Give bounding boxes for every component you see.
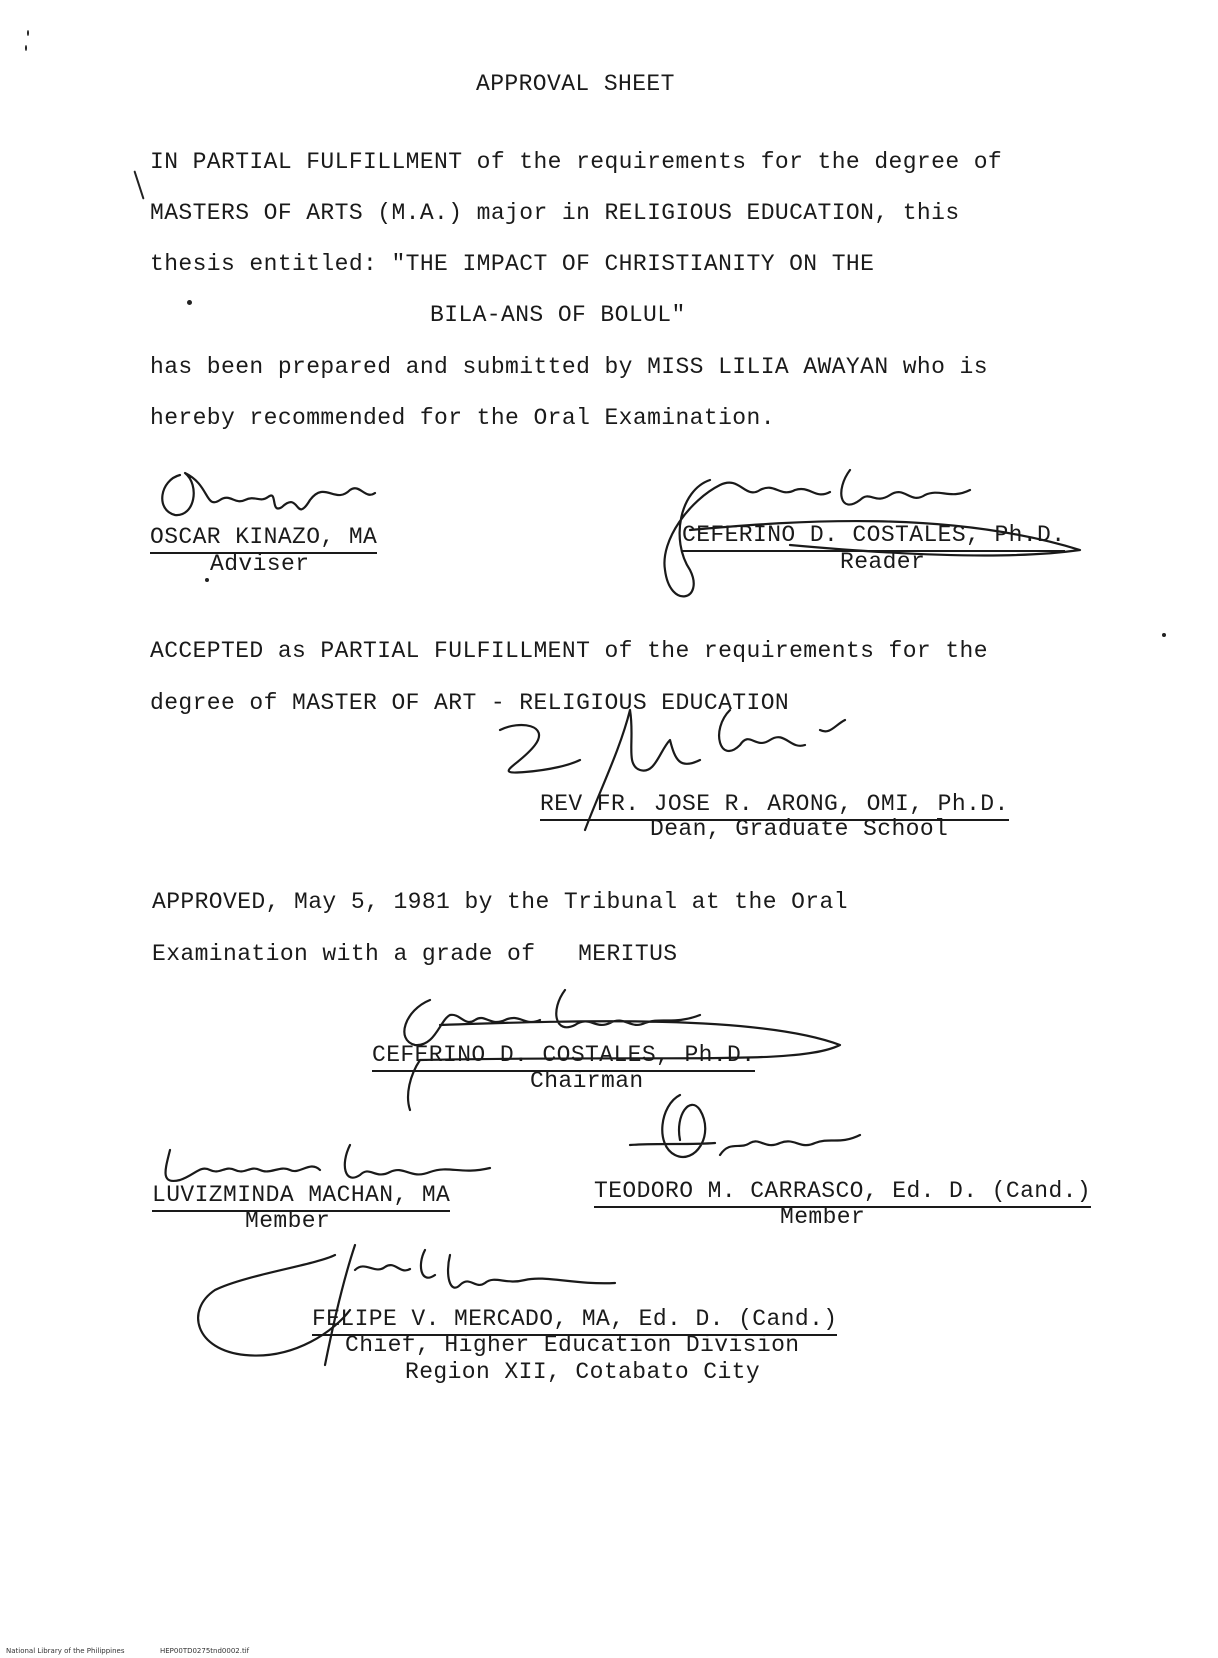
- scan-speck: [27, 30, 29, 36]
- reader-name: CEFERINO D. COSTALES, Ph.D.: [682, 521, 1065, 552]
- adviser-role: Adviser: [210, 551, 310, 577]
- intro-line-3: thesis entitled: "THE IMPACT OF CHRISTIANITY ON THE: [150, 251, 875, 277]
- approved-line-1: APPROVED, May 5, 1981 by the Tribunal at the Oral: [152, 889, 848, 915]
- member1-role: Member: [245, 1208, 331, 1234]
- footer-file: HEP00TD0275tnd0002.tif: [160, 1647, 250, 1655]
- intro-line-5: has been prepared and submitted by MISS LILIA AWAYAN who is: [150, 354, 988, 380]
- chief-role-1: Chief, Higher Education Division: [345, 1332, 800, 1358]
- scan-speck: [1162, 633, 1166, 637]
- page-title: APPROVAL SHEET: [476, 71, 675, 97]
- dean-name: REV FR. JOSE R. ARONG, OMI, Ph.D.: [540, 790, 1009, 821]
- intro-line-2: MASTERS OF ARTS (M.A.) major in RELIGIOUS EDUCATION, this: [150, 200, 960, 226]
- reader-role: Reader: [840, 549, 926, 575]
- member2-role: Member: [780, 1204, 866, 1230]
- accepted-line-1: ACCEPTED as PARTIAL FULFILLMENT of the requirements for the: [150, 638, 988, 664]
- intro-line-6: hereby recommended for the Oral Examination.: [150, 405, 775, 431]
- chairman-name: CEFERINO D. COSTALES, Ph.D.: [372, 1041, 755, 1072]
- chief-role-2: Region XII, Cotabato City: [405, 1359, 761, 1385]
- member1-name: LUVIZMINDA MACHAN, MA: [152, 1181, 450, 1212]
- intro-line-4: BILA-ANS OF BOLUL": [430, 302, 686, 328]
- dean-role: Dean, Graduate School: [650, 816, 949, 842]
- footer-library: National Library of the Philippines: [6, 1647, 125, 1655]
- scan-speck: [205, 578, 209, 582]
- chief-name: FELIPE V. MERCADO, MA, Ed. D. (Cand.): [312, 1305, 837, 1336]
- member2-name: TEODORO M. CARRASCO, Ed. D. (Cand.): [594, 1177, 1091, 1208]
- scan-speck: [25, 45, 27, 51]
- scan-speck: [187, 300, 192, 305]
- intro-line-1: IN PARTIAL FULFILLMENT of the requirements for the degree of: [150, 149, 1003, 175]
- accepted-line-2: degree of MASTER OF ART - RELIGIOUS EDUCATION: [150, 690, 790, 716]
- chairman-role: Chairman: [530, 1068, 644, 1094]
- approved-line-2: Examination with a grade of MERITUS: [152, 941, 678, 967]
- adviser-name: OSCAR KINAZO, MA: [150, 523, 377, 554]
- scan-mark: [133, 170, 144, 199]
